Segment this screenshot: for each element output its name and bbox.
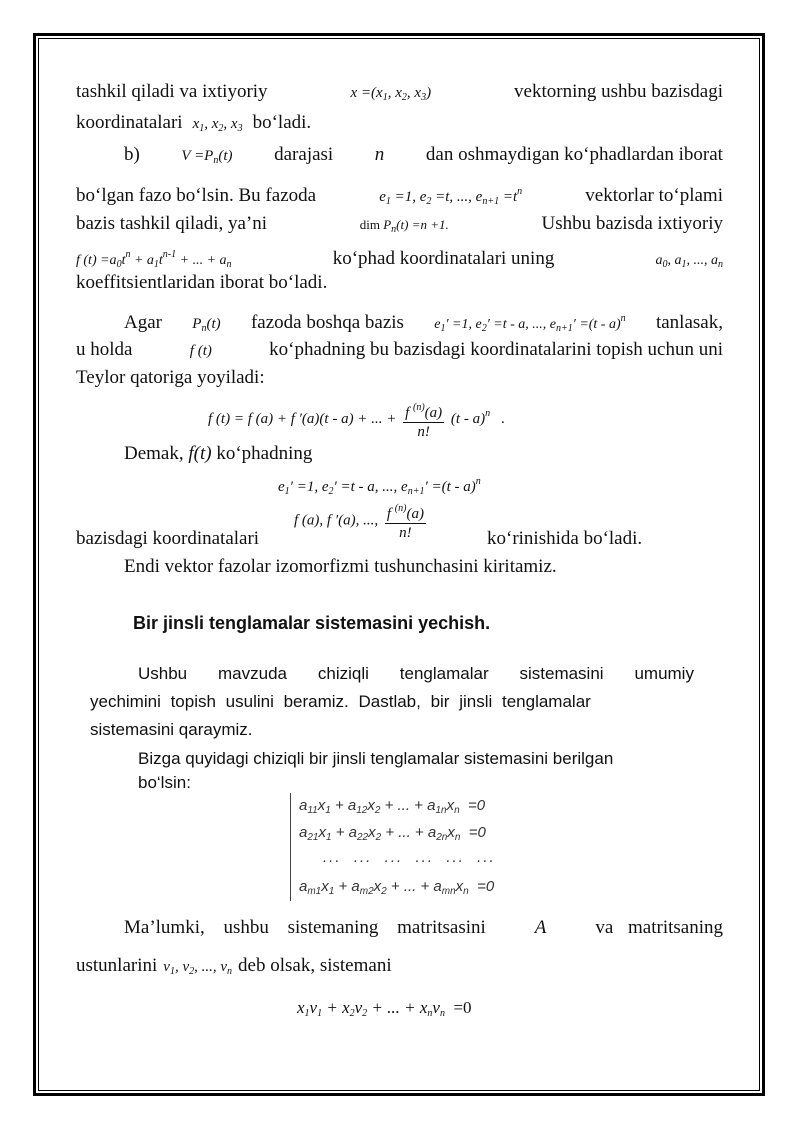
text: sistemasini	[519, 664, 604, 683]
text: ko‘phadning bu bazisdagi koordinatalarini topish uchun uni	[269, 339, 723, 360]
text-line	[76, 366, 723, 390]
text-line	[138, 662, 694, 686]
text: umumiy	[634, 664, 694, 683]
text: ko‘phadning	[211, 443, 313, 464]
formula-polynomial: f $(t) =a_0t^n + a_1t^{n-1}$ + ... + $a_n$	[76, 249, 232, 270]
text: va matritsaning	[595, 917, 723, 938]
text-line	[124, 916, 723, 940]
text: darajasi	[274, 144, 334, 165]
formula-Pn: $P_n(t)$	[192, 316, 221, 334]
text: yechimini topish usulini beramiz. Dastlab, bir jinsli tenglamalar	[90, 692, 591, 711]
text: vektorlar to‘plami	[585, 185, 723, 206]
formula-ft: f (t)	[189, 343, 212, 359]
text: vektorning ushbu bazisdagi	[514, 81, 723, 102]
text: deb olsak, sistemani	[238, 955, 392, 976]
text-line	[76, 180, 723, 214]
text-line	[76, 954, 723, 984]
text-line	[76, 338, 723, 363]
text-line	[76, 271, 723, 295]
text-line: sistemasini qaraymiz.	[90, 720, 253, 739]
text: bo‘lgan fazo bo‘lsin. Bu fazoda	[76, 185, 317, 206]
section-heading: Bir jinsli tenglamalar sistemasini yechish.	[133, 613, 491, 633]
formula-coordinates-list: f (a), f ′(a), ..., $\frac{f ^{(n)}(a)}{n!}$	[294, 500, 429, 542]
text: tenglamalar	[399, 664, 489, 683]
equation-row: $a_{21}x_1 + a_{22}x_2$ + ... + $a_{2n}x_n =0$	[299, 824, 486, 843]
text: mavzuda	[218, 664, 287, 683]
formula-dim: dim $P_n(t) =n +1$.	[359, 217, 449, 235]
formula-basis: $e_1 =1$, $e_2 =t$, ..., $e_{n+1} =t^n$	[379, 186, 523, 207]
text: dan oshmaydigan ko‘phadlardan iborat	[425, 144, 723, 165]
text: ko‘phad koordinatalari uning	[332, 248, 555, 269]
equation-row: $a_{11}x_1 + a_{12}x_2$ + ... + $a_{1n}x_n =0$	[299, 797, 486, 816]
text: f(t)	[188, 443, 212, 464]
text: ustunlarini	[76, 955, 158, 976]
text: chiziqli	[317, 664, 369, 683]
text: koeffitsientlaridan iborat bo‘ladi.	[76, 272, 328, 293]
text-line	[76, 80, 723, 110]
text: u holda	[76, 339, 133, 360]
text: tashkil qiladi va ixtiyoriy	[76, 81, 268, 102]
formula-new-basis: $e_1' =1$, $e_2' =t - a$, ..., $e_{n+1}' =(t - a)^n$	[434, 313, 626, 334]
text-line	[76, 212, 723, 242]
text-line	[124, 307, 723, 341]
formula-columns: $v_1$, $v_2$, ..., $v_n$	[163, 959, 233, 977]
text: fazoda boshqa bazis	[250, 312, 404, 333]
text-line	[487, 527, 642, 551]
text-line	[76, 527, 259, 551]
text: Endi vektor fazolar izomorfizmi tushunchasini kiritamiz.	[124, 556, 557, 577]
text: Ushbu	[138, 664, 188, 683]
text-line: bo‘lsin:	[138, 773, 191, 792]
formula-linear-combination: $x_1v_1 + x_2v_2$ + ... + $x_nv_n =0$	[297, 998, 472, 1019]
text: Ma’lumki, ushbu sistemaning matritsasini	[124, 917, 486, 938]
text: koordinatalari	[76, 112, 183, 133]
text: tanlasak,	[655, 312, 723, 333]
text-line: Bizga quyidagi chiziqli bir jinsli tenglamalar sistemasini berilgan	[138, 749, 614, 768]
text-line	[124, 442, 312, 466]
equation-system	[290, 793, 521, 901]
text: bazisdagi koordinatalari	[76, 528, 260, 549]
text: ko‘rinishida bo‘ladi.	[487, 528, 643, 549]
formula-V: $V =P_n(t)$	[181, 148, 233, 166]
formula-taylor: f (t) = f (a) + f ′(a)(t - a) + ... + $\frac{f ^{(n)}(a)}{n!}$ (t - a)$^n$ .	[208, 394, 505, 441]
text-line	[124, 143, 723, 173]
text: Agar	[124, 312, 162, 333]
text-line	[76, 111, 723, 141]
formula-coords: $x_1$, $x_2$, $x_3$	[192, 116, 243, 134]
formula-vector-x: $x =(x_1$, $x_2$, $x_3$)	[350, 85, 432, 103]
text: b)	[124, 144, 140, 165]
text: bazis tashkil qiladi, ya’ni	[76, 213, 268, 234]
formula-A: A	[534, 917, 547, 938]
formula-n: n	[374, 144, 385, 165]
formula-coefficients: $a_0$, $a_1$, ..., $a_n$	[655, 253, 723, 270]
equation-row: $a_{m1}x_1 + a_{m2}x_2$ + ... + $a_{mn}x_n =0$	[299, 878, 495, 897]
text: bo‘ladi.	[252, 112, 312, 133]
formula-new-basis-centered: $e_1' =1$, $e_2' =t - a$, ..., $e_{n+1}' =(t - a)^n$	[278, 476, 481, 497]
text: Teylor qatoriga yoyiladi:	[76, 367, 265, 388]
text-line	[90, 690, 694, 714]
text-line	[124, 555, 557, 579]
text: Demak,	[124, 443, 184, 464]
text: Ushbu bazisda ixtiyoriy	[541, 213, 723, 234]
equation-row-dots: ... ... ... ... ... ...	[323, 849, 496, 866]
